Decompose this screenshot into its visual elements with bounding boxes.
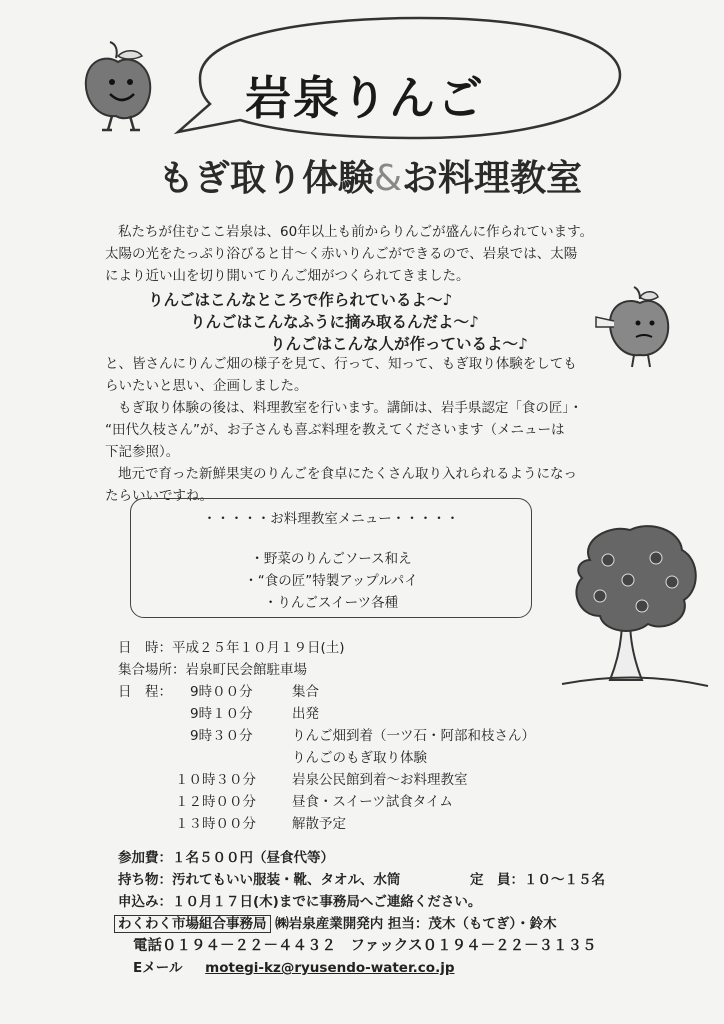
phone-row: 電話０１９４－２２－４４３２ ファックス０１９４－２２－３１３５ — [133, 938, 597, 954]
intro-line-6: もぎ取り体験の後は、料理教室を行います。講師は、岩手県認定「食の匠」・ — [118, 400, 583, 416]
menu-item-3: ・りんごスイーツ各種 — [263, 595, 399, 611]
subtitle-ampersand: & — [373, 158, 403, 199]
page-title: 岩泉りんご — [245, 71, 485, 125]
intro-line-3: により近い山を切り開いてりんご畑がつくられてきました。 — [105, 268, 470, 284]
place-row — [118, 658, 307, 678]
subtitle-part2: お料理教室 — [402, 158, 583, 199]
place-value: 岩泉町民会館駐車場 — [185, 662, 307, 678]
schedule-time: １３時００分 — [175, 816, 256, 832]
organizer-detail: ㈱岩泉産業開発内 担当：茂木（もてぎ）・鈴木 — [275, 916, 557, 932]
page-subtitle — [100, 150, 640, 201]
intro-line-4: と、皆さんにりんご畑の様子を見て、行って、知って、もぎ取り体験をしても — [105, 356, 577, 372]
schedule-time: 9時３０分 — [190, 728, 253, 744]
bring-row: 持ち物：汚れてもいい服装・靴、タオル、水筒 — [118, 872, 401, 888]
intro-line-1: 私たちが住むここ岩泉は、60年以上も前からりんごが盛んに作られています。 — [118, 224, 594, 240]
organizer-name-box: わくわく市場組合事務局 — [114, 915, 271, 933]
date-label: 日 時： — [118, 640, 172, 656]
fee-row: 参加費：１名５００円（昼食代等） — [118, 850, 334, 866]
apple-mascot-pointing-icon — [594, 285, 678, 369]
schedule-event: 岩泉公民館到着～お料理教室 — [292, 772, 468, 788]
date-row — [118, 636, 345, 656]
schedule-event: りんご畑到着（一ツ石・阿部和枝さん） — [292, 728, 535, 744]
schedule-event: 出発 — [292, 706, 319, 722]
intro-line-10: たらいいですね。 — [105, 488, 213, 504]
place-label: 集合場所： — [118, 662, 186, 678]
emphasis-line-2: りんごはこんなふうに摘み取るんだよ～♪ — [190, 313, 479, 331]
capacity-row: 定 員：１０～１５名 — [470, 872, 605, 888]
apply-row: 申込み：１０月１７日(木)までに事務局へご連絡ください。 — [118, 894, 482, 910]
email-row — [133, 956, 455, 976]
apple-tree-icon — [560, 520, 710, 690]
apple-mascot-smiling-icon — [72, 40, 168, 136]
schedule-time: １０時３０分 — [175, 772, 256, 788]
email-link[interactable]: motegi-kz@ryusendo-water.co.jp — [205, 960, 455, 976]
emphasis-line-1: りんごはこんなところで作られているよ～♪ — [148, 291, 453, 309]
intro-line-2: 太陽の光をたっぷり浴びると甘～く赤いりんごができるので、岩泉では、太陽 — [105, 246, 578, 262]
schedule-label: 日 程： — [118, 684, 172, 700]
intro-line-9: 地元で育った新鮮果実のりんごを食卓にたくさん取り入れられるようになっ — [118, 466, 577, 482]
menu-heading: ・・・・・お料理教室メニュー・・・・・ — [202, 511, 460, 527]
menu-box — [130, 498, 532, 618]
schedule-event: 解散予定 — [292, 816, 346, 832]
intro-line-5: らいたいと思い、企画しました。 — [105, 378, 308, 394]
date-value: 平成２５年１０月１９日(土) — [172, 640, 345, 656]
menu-item-1: ・野菜のりんごソース和え — [250, 551, 412, 567]
intro-line-7: “田代久枝さん”が、お子さんも喜ぶ料理を教えてくださいます（メニューは — [105, 422, 565, 438]
organizer-row — [114, 912, 557, 932]
subtitle-part1: もぎ取り体験 — [157, 158, 374, 199]
schedule-time: 9時００分 — [190, 684, 253, 700]
schedule-time: １２時００分 — [175, 794, 256, 810]
emphasis-line-3: りんごはこんな人が作っているよ～♪ — [270, 335, 528, 353]
email-label: Eメール — [133, 960, 183, 976]
menu-item-2: ・“食の匠”特製アップルパイ — [244, 573, 418, 589]
schedule-event: りんごのもぎ取り体験 — [292, 750, 427, 766]
intro-line-8: 下記参照）。 — [105, 444, 180, 460]
schedule-event: 集合 — [292, 684, 319, 700]
schedule-event: 昼食・スイーツ試食タイム — [292, 794, 453, 810]
schedule-time: 9時１０分 — [190, 706, 253, 722]
